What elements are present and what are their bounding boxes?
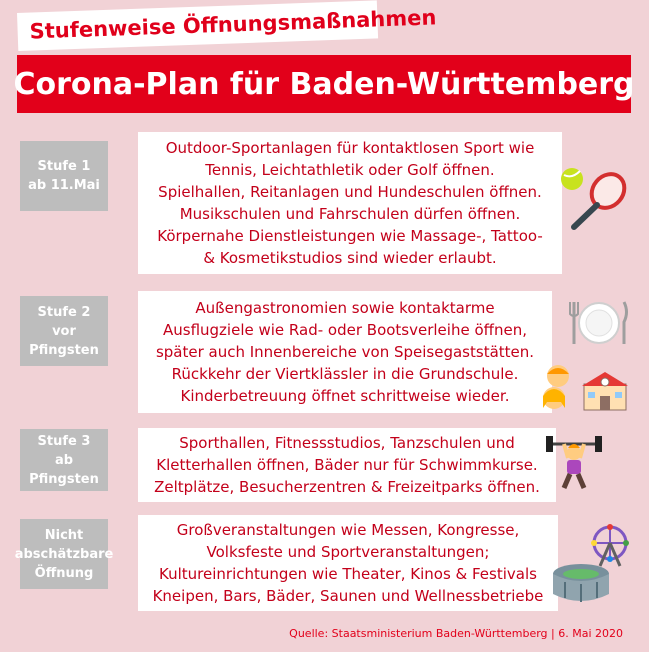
stage-1-text-line: Spielhallen, Reitanlagen und Hundeschulen öffnen. <box>158 183 542 201</box>
stage-3-text-line: Zeltplätze, Besucherzentren & Freizeitparks öffnen. <box>154 478 540 496</box>
source-note: Quelle: Staatsministerium Baden-Württemberg | 6. Mai 2020 <box>289 627 623 640</box>
stage-4-label-line: abschätzbare <box>14 546 114 562</box>
stage-3-text-line: Sporthallen, Fitnessstudios, Tanzschulen und <box>179 434 515 452</box>
stage-2-text-line: Außengastronomien sowie kontaktarme <box>195 299 495 317</box>
stage-2-text-line: später auch Innenbereiche von Speisegaststätten. <box>155 343 535 361</box>
stage-4-label <box>14 519 114 589</box>
stadium-icon <box>551 560 611 604</box>
stage-1-label <box>20 141 108 211</box>
stage-4-text <box>138 515 558 611</box>
stage-1-label-line: Stufe 1 <box>37 159 91 174</box>
stage-4-text-line: Kultureinrichtungen wie Theater, Kinos & Festivals <box>159 565 537 583</box>
stage-2-text-line: Ausflugziele wie Rad- oder Bootsverleihe öffnen, <box>163 321 527 339</box>
stage-4-label-line: Nicht <box>44 527 84 543</box>
tennis-racket-icon <box>560 165 630 231</box>
stage-2-label <box>20 296 108 366</box>
stage-4-text-line: Volksfeste und Sportveranstaltungen; <box>206 543 490 561</box>
stage-4-label-line: Öffnung <box>34 565 94 581</box>
stage-4-text-line: Kneipen, Bars, Bäder, Saunen und Wellnessbetriebe <box>152 587 544 605</box>
stage-1-text-line: Musikschulen und Fahrschulen dürfen öffnen. <box>179 205 521 223</box>
weightlifter-icon <box>546 436 602 490</box>
stage-1-text-line: Outdoor-Sportanlagen für kontaktlosen Sport wie <box>165 139 535 157</box>
stage-2-text <box>138 291 552 413</box>
kicker-label: Stufenweise Öffnungsmaßnahmen <box>17 0 378 51</box>
school-icon <box>580 366 630 412</box>
stage-3-label <box>20 429 108 491</box>
stage-1-label-line: ab 11.Mai <box>28 178 100 193</box>
stage-2-label-line: vor Pfingsten <box>29 323 99 358</box>
plate-cutlery-icon <box>568 298 630 348</box>
page-title: Corona-Plan für Baden-Württemberg <box>17 55 631 113</box>
stage-2-text-line: Rückkehr der Viertklässler in die Grundschule. <box>171 365 519 383</box>
stage-2-text-line: Kinderbetreuung öffnet schrittweise wieder. <box>180 387 510 405</box>
stage-3-label-line: ab Pfingsten <box>29 452 99 487</box>
stage-3-label-line: Stufe 3 <box>37 433 91 449</box>
stage-3-text <box>138 428 556 502</box>
stage-1-text-line: & Kosmetikstudios sind wieder erlaubt. <box>203 249 497 267</box>
stage-3-text-line: Kletterhallen öffnen, Bäder nur für Schwimmkurse. <box>156 456 538 474</box>
stage-1-text <box>138 132 562 274</box>
stage-2-label-line: Stufe 2 <box>37 304 91 320</box>
stage-1-text-line: Tennis, Leichtathletik oder Golf öffnen. <box>205 161 495 179</box>
stage-4-text-line: Großveranstaltungen wie Messen, Kongresse, <box>176 521 520 539</box>
stage-1-text-line: Körpernahe Dienstleistungen wie Massage-, Tattoo- <box>157 227 543 245</box>
